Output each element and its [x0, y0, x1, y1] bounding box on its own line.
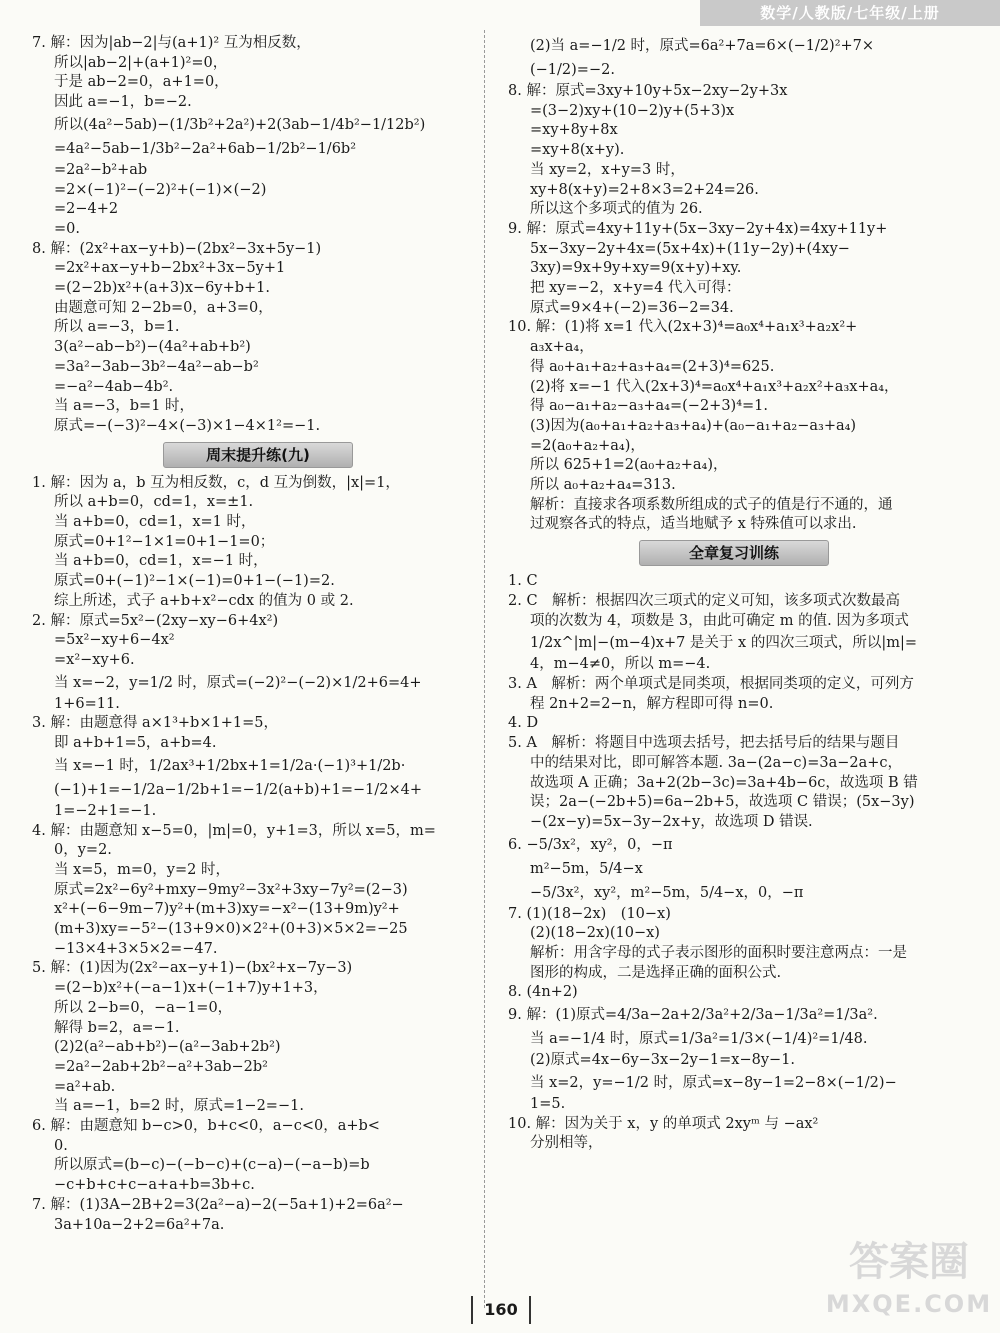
text-line: (2)原式=4x−6y−3x−2y−1=x−8y−1. — [530, 1052, 796, 1069]
text-line: 解析：直接求各项系数所组成的式子的值是行不通的，通 — [530, 496, 893, 513]
right-column — [508, 34, 960, 1154]
text-line: 得 a₀+a₁+a₂+a₃+a₄=(2+3)⁴=625. — [530, 358, 775, 375]
text-line: 所以 a=−3，b=1. — [54, 319, 180, 336]
text-line: 1/2x^|m|−(m−4)x+7 是关于 x 的四次三项式，所以|m|= — [530, 635, 917, 652]
text-line: 所以 a+b=0，cd=1，x=±1. — [54, 494, 254, 511]
text-line: =2−4+2 — [54, 201, 119, 218]
text-line: 7. (1)(18−2x) (10−x) — [508, 905, 671, 922]
watermark-bottom: MXQE.COM — [825, 1290, 993, 1318]
page-number: 160 — [471, 1296, 531, 1324]
text-line: 3a+10a−2+2=6a²+7a. — [54, 1216, 225, 1233]
text-line: 1. 解：因为 a，b 互为相反数，c，d 互为倒数，|x|=1， — [32, 474, 400, 491]
text-line: =5x²−xy+6−4x² — [54, 632, 175, 649]
text-line: 误；2a−(−2b+5)=6a−2b+5，故选项 C 错误；(5x−3y) — [530, 794, 915, 811]
text-line: −13×4+3×5×2=−47. — [54, 940, 218, 957]
text-line: a₃x+a₄， — [530, 339, 594, 356]
text-line: 所以(4a²−5ab)−(1/3b²+2a²)+2(3ab−1/4b²−1/12b²) — [54, 116, 426, 133]
text-line: =−a²−4ab−4b². — [54, 378, 174, 395]
text-line: 得 a₀−a₁+a₂−a₃+a₄=(−2+3)⁴=1. — [530, 398, 769, 415]
text-line: =4a²−5ab−1/3b²−2a²+6ab−1/2b²−1/6b² — [54, 140, 357, 157]
text-line: 当 x=−2，y=1/2 时，原式=(−2)²−(−2)×1/2+6=4+ — [54, 674, 422, 691]
text-line: (−1/2)=−2. — [530, 62, 615, 78]
text-line: =(2−2b)x²+(a+3)x−6y+b+1. — [54, 280, 270, 297]
column-divider — [484, 30, 485, 1308]
text-line: =(2−b)x²+(−a−1)x+(−1+7)y+1+3， — [54, 980, 328, 997]
text-line: −(2x−y)=5x−3y−2x+y，故选项 D 错误. — [530, 813, 813, 830]
text-line: 1+6=11. — [54, 695, 120, 712]
text-line: 当 a=−1，b=2 时，原式=1−2=−1. — [54, 1098, 304, 1115]
text-line: xy+8(x+y)=2+8×3=2+24=26. — [530, 181, 759, 198]
book-header: 数学/人教版/七年级/上册 — [700, 0, 1000, 26]
text-line: 原式=−(−3)²−4×(−3)×1−4×1²=−1. — [54, 417, 321, 434]
text-line: 9. 解：原式=4xy+11y+(5x−3xy−2y+4x)=4xy+11y+ — [508, 220, 888, 237]
text-line: 因此 a=−1，b=−2. — [54, 94, 192, 111]
watermark-top: 答案圈 — [849, 1239, 969, 1285]
text-line: 9. 解：(1)原式=4/3a−2a+2/3a²+2/3a−1/3a²=1/3a². — [508, 1007, 878, 1024]
section-heading: 周末提升练(九) — [163, 442, 353, 468]
text-line: =2a²−b²+ab — [54, 161, 148, 178]
text-line: 当 a=−1/4 时，原式=1/3a²=1/3×(−1/4)²=1/48. — [530, 1031, 868, 1048]
text-line: 所以 a₀+a₂+a₄=313. — [530, 477, 676, 494]
text-line: =3a²−3ab−3b²−4a²−ab−b² — [54, 358, 259, 375]
text-line: =2x²+ax−y+b−2bx²+3x−5y+1 — [54, 260, 286, 277]
text-line: 所以 2−b=0，−a−1=0， — [54, 999, 233, 1016]
text-line: 3(a²−ab−b²)−(4a²+ab+b²) — [54, 339, 251, 356]
text-line: 分别相等， — [530, 1135, 603, 1152]
text-line: 10. 解：因为关于 x，y 的单项式 2xyᵐ 与 −ax² — [508, 1115, 867, 1132]
text-line: 6. −5/3x²，xy²，0，−π — [508, 836, 673, 853]
text-line: 项的次数为 4，项数是 3，由此可确定 m 的值. 因为多项式 — [530, 612, 909, 629]
text-line: 4. 解：由题意知 x−5=0，|m|=0，y+1=3，所以 x=5，m= — [32, 822, 436, 839]
text-line: 中的结果对比，即可解答本题. 3a−(2a−c)=3a−2a+c， — [530, 754, 903, 771]
text-line: 过观察各式的特点，适当地赋予 x 特殊值可以求出. — [530, 516, 857, 533]
text-line: =x²−xy+6. — [54, 651, 135, 668]
text-line: 3. A 解析：两个单项式是同类项，根据同类项的定义，可列方 — [508, 675, 914, 692]
text-line: 即 a+b+1=5，a+b=4. — [54, 735, 217, 752]
text-line: 所以这个多项式的值为 26. — [530, 201, 703, 218]
text-line: 1=5. — [530, 1095, 566, 1112]
text-line: 当 a=−3，b=1 时， — [54, 398, 195, 415]
text-line: 原式=0+(−1)²−1×(−1)=0+1−(−1)=2. — [54, 573, 335, 590]
text-line: 2. C 解析：根据四次三项式的定义可知，该多项式次数最高 — [508, 592, 901, 609]
left-column — [32, 34, 484, 1235]
text-line: 8. 解：原式=3xy+10y+5x−2xy−2y+3x — [508, 83, 788, 99]
text-line: −c+b+c+c−a+a+b=3b+c. — [54, 1177, 255, 1194]
text-line: 解析：用含字母的式子表示图形的面积时要注意两点：一是 — [530, 945, 907, 962]
text-line: 7. 解：因为|ab−2|与(a+1)² 互为相反数， — [32, 35, 311, 51]
text-line: (3)因为(a₀+a₁+a₂+a₃+a₄)+(a₀−a₁+a₂−a₃+a₄) — [530, 417, 857, 434]
text-line: 于是 ab−2=0，a+1=0， — [54, 74, 229, 91]
text-line: =xy+8(x+y). — [530, 142, 625, 159]
text-line: =2(a₀+a₂+a₄)， — [530, 437, 645, 454]
text-line: 把 xy=−2，x+y=4 代入可得： — [530, 280, 741, 297]
text-line: 3. 解：由题意得 a×1³+b×1+1=5， — [32, 715, 278, 732]
text-line: (−1)+1=−1/2a−1/2b+1=−1/2(a+b)+1=−1/2×4+ — [54, 781, 423, 798]
text-line: 当 x=2，y=−1/2 时，原式=x−8y−1=2−8×(−1/2)− — [530, 1074, 897, 1091]
text-line: =2×(−1)²−(−2)²+(−1)×(−2) — [54, 181, 267, 198]
text-line: 当 xy=2，x+y=3 时， — [530, 161, 685, 178]
text-line: 原式=2x²−6y²+mxy−9my²−3x²+3xy−7y²=(2−3) — [54, 881, 408, 898]
text-line: =2a²−2ab+2b²−a²+3ab−2b² — [54, 1058, 268, 1075]
text-line: 0. — [54, 1137, 68, 1154]
text-line: 当 x=−1 时，1/2ax³+1/2bx+1=1/2a·(−1)³+1/2b· — [54, 757, 406, 774]
text-line: =0. — [54, 220, 80, 237]
text-line: =xy+8y+8x — [530, 122, 618, 139]
watermark-logo — [824, 1234, 994, 1329]
text-line: 8. 解：(2x²+ax−y+b)−(2bx²−3x+5y−1) — [32, 240, 322, 257]
text-line: 5. A 解析：将题目中选项去括号，把去括号后的结果与题目 — [508, 735, 900, 752]
text-line: 6. 解：由题意知 b−c>0，b+c<0，a−c<0，a+b< — [32, 1118, 380, 1135]
text-line: 3xy)=9x+9y+xy=9(x+y)+xy. — [530, 260, 742, 277]
section-heading: 全章复习训练 — [639, 540, 829, 566]
text-line: 8. (4n+2) — [508, 984, 578, 1001]
text-line: 2. 解：原式=5x²−(2xy−xy−6+4x²) — [32, 612, 279, 629]
text-line: 所以 625+1=2(a₀+a₂+a₄)， — [530, 457, 728, 474]
text-line: m²−5m，5/4−x — [530, 860, 643, 877]
text-line: 由题意可知 2−2b=0，a+3=0， — [54, 299, 273, 316]
text-line: 当 a+b=0，cd=1，x=1 时， — [54, 514, 256, 531]
text-line: (2)(18−2x)(10−x) — [530, 925, 660, 942]
text-line: 原式=9×4+(−2)=36−2=34. — [530, 299, 734, 316]
text-line: 综上所述，式子 a+b+x²−cdx 的值为 0 或 2. — [54, 592, 354, 609]
text-line: 程 2n+2=2−n，解方程即可得 n=0. — [530, 695, 774, 712]
text-line: −5/3x²，xy²，m²−5m，5/4−x，0，−π — [530, 884, 804, 901]
text-line: 5x−3xy−2y+4x=(5x+4x)+(11y−2y)+(4xy− — [530, 240, 850, 257]
text-line: 图形的构成，二是选择正确的面积公式. — [530, 964, 782, 981]
text-line: 4，m−4≠0，所以 m=−4. — [530, 656, 711, 673]
text-line: =(3−2)xy+(10−2)y+(5+3)x — [530, 102, 735, 119]
text-line: 所以|ab−2|+(a+1)²=0， — [54, 54, 228, 71]
text-line: (2)2(a²−ab+b²)−(a²−3ab+2b²) — [54, 1039, 281, 1056]
text-line: (2)将 x=−1 代入(2x+3)⁴=a₀x⁴+a₁x³+a₂x²+a₃x+a₄， — [530, 378, 899, 395]
text-line: 0，y=2. — [54, 842, 112, 859]
text-line: 原式=0+1²−1×1=0+1−1=0； — [54, 533, 275, 550]
text-line: 7. 解：(1)3A−2B+2=3(2a²−a)−2(−5a+1)+2=6a²− — [32, 1196, 404, 1213]
text-line: 10. 解：(1)将 x=1 代入(2x+3)⁴=a₀x⁴+a₁x³+a₂x²+ — [508, 319, 858, 336]
text-line: 4. D — [508, 715, 539, 732]
text-line: =a²+ab. — [54, 1078, 116, 1095]
text-line: 当 a+b=0，cd=1，x=−1 时， — [54, 553, 268, 570]
text-line: (2)当 a=−1/2 时，原式=6a²+7a=6×(−1/2)²+7× — [530, 38, 875, 54]
text-line: 5. 解：(1)因为(2x²−ax−y+1)−(bx²+x−7y−3) — [32, 960, 353, 977]
text-line: (m+3)xy=−5²−(13+9×0)×2²+(0+3)×5×2=−25 — [54, 921, 408, 938]
text-line: 所以原式=(b−c)−(−b−c)+(c−a)−(−a−b)=b — [54, 1157, 370, 1174]
text-line: 当 x=5，m=0，y=2 时， — [54, 861, 230, 878]
text-line: x²+(−6−9m−7)y²+(m+3)xy=−x²−(13+9m)y²+ — [54, 901, 400, 918]
text-line: 解得 b=2，a=−1. — [54, 1019, 180, 1036]
text-line: 1=−2+1=−1. — [54, 802, 157, 819]
text-line: 故选项 A 正确；3a+2(2b−3c)=3a+4b−6c，故选项 B 错 — [530, 774, 918, 791]
text-line: 1. C — [508, 573, 538, 590]
